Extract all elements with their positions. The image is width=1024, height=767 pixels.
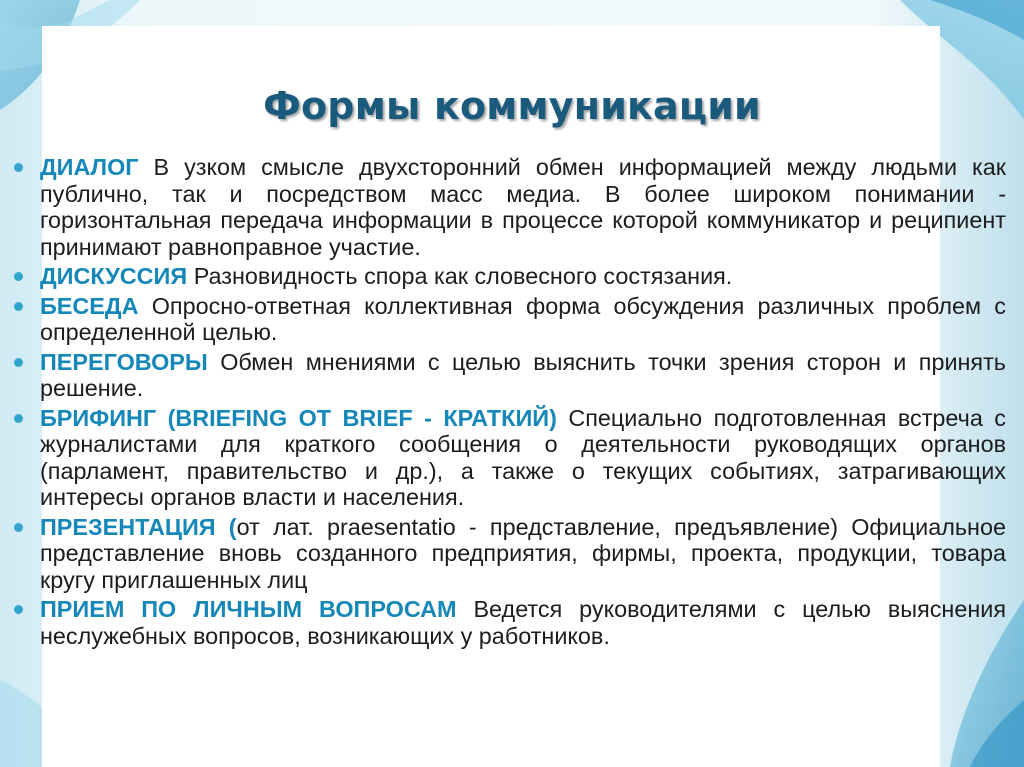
item-term: ДИСКУССИЯ: [40, 263, 188, 289]
slide-title: Формы коммуникации: [263, 84, 761, 128]
item-text: Опросно-ответная коллективная форма обсуждения различных проблем с определенной целью.: [40, 292, 1006, 345]
item-text: Обмен мнениями с целью выяснить точки зрения сторон и принять решение.: [40, 348, 1006, 401]
list-item-discussion: [12, 263, 1006, 290]
bullet-icon: [14, 358, 23, 367]
item-term: ПРЕЗЕНТАЦИЯ (: [40, 513, 237, 540]
list-item-briefing: [12, 405, 1006, 511]
item-text: Разновидность спора как словесного состязания.: [193, 263, 733, 289]
item-term: ДИАЛОГ: [40, 154, 139, 180]
list-item-dialog: [12, 154, 1006, 260]
bullet-icon: [14, 302, 23, 311]
item-text: Специально подготовленная встреча с журналистами для краткого сообщения о деятельности руководящих органов (парламент, правительство и др.), а также о текущих событиях, затрагивающих интересы органов власти и населения.: [40, 404, 1006, 510]
item-term: БЕСЕДА: [40, 292, 139, 319]
item-text: Ведется руководителями с целью выяснения неслужебных вопросов, возникающих у работников.: [40, 596, 1007, 649]
list-item-negotiations: [12, 349, 1006, 402]
bullet-icon: [14, 163, 23, 172]
definition-list: [12, 154, 1006, 652]
list-item-conversation: [12, 293, 1006, 346]
item-text: В узком смысле двухсторонний обмен информацией между людьми как публично, так и посредством масс медиа. В более широком понимании - горизонтальная передача информации в процессе которой коммуникатор и реципиент принимают равноправное участие.: [40, 154, 1006, 260]
bullet-icon: [14, 414, 23, 423]
bullet-icon: [14, 272, 23, 281]
item-term: БРИФИНГ (BRIEFING ОТ BRIEF - КРАТКИЙ): [40, 404, 557, 431]
item-text: от лат. praesentatio - представление, предъявление) Официальное представление вновь созданного предприятия, фирмы, проекта, продукции, товара кругу приглашенных лиц: [40, 513, 1006, 593]
list-item-presentation: [12, 514, 1006, 594]
item-term: ПЕРЕГОВОРЫ: [40, 348, 208, 375]
bullet-icon: [14, 523, 23, 532]
list-item-reception: [12, 596, 1006, 649]
item-term: ПРИЕМ ПО ЛИЧНЫМ ВОПРОСАМ: [40, 596, 457, 622]
bullet-icon: [14, 605, 23, 614]
